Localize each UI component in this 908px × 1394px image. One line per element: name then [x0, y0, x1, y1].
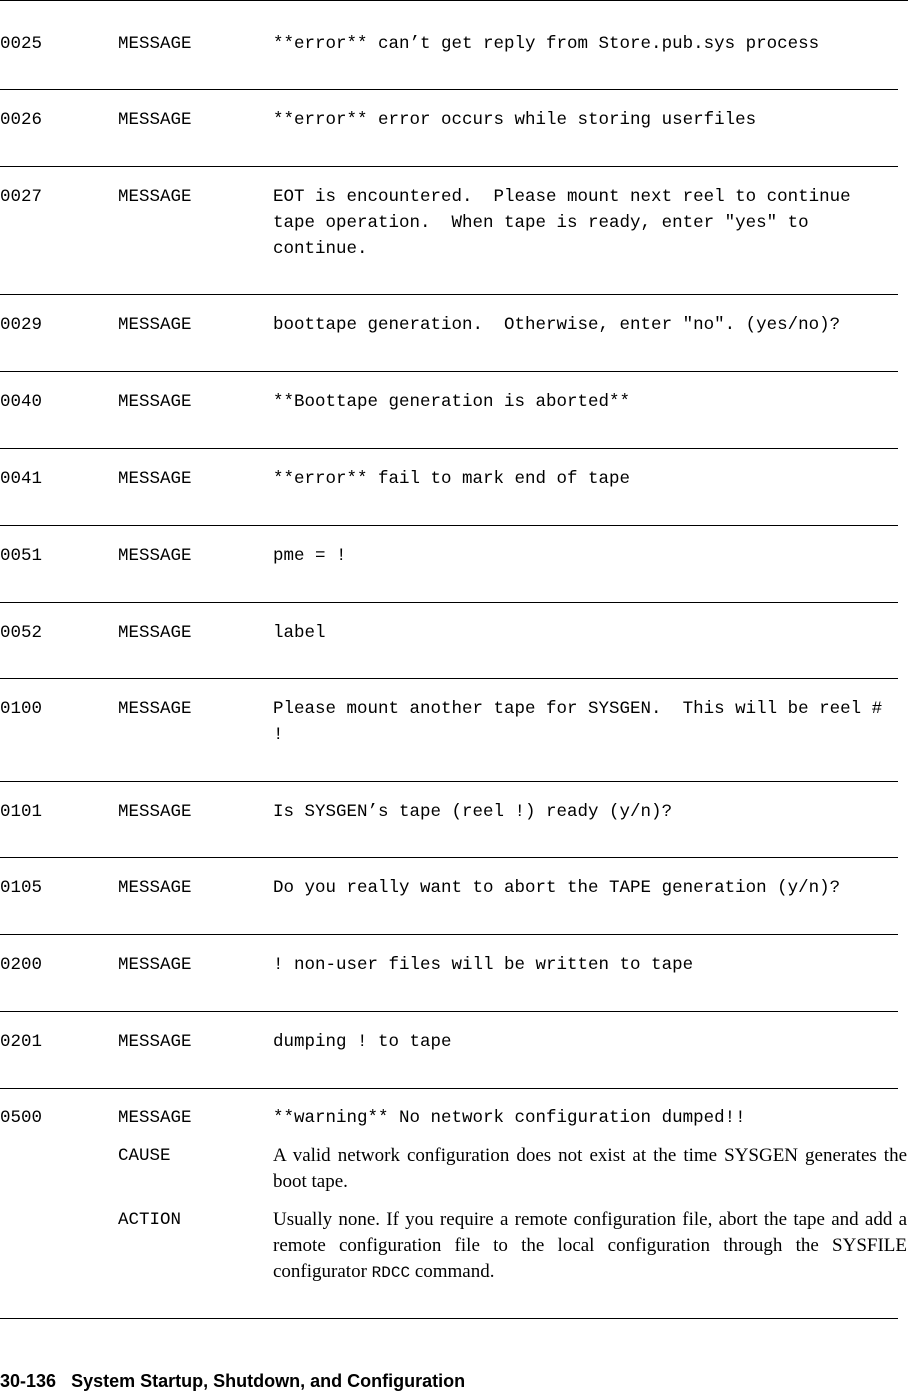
footer-title: System Startup, Shutdown, and Configuration — [71, 1371, 466, 1391]
message-number: 0105 — [0, 878, 43, 898]
action-text — [273, 1207, 907, 1286]
message-kind: MESSAGE — [118, 392, 192, 412]
entry-divider — [0, 678, 898, 679]
message-entry-0027 — [0, 184, 908, 288]
message-text: pme = ! — [273, 546, 347, 566]
entry-divider — [0, 448, 898, 449]
message-number: 0200 — [0, 955, 43, 975]
action-text-before: Usually none. If you require a remote configuration file, abort the tape and add a remote configuration file to the local configuration through the SYSFILE configurator — [273, 1209, 907, 1282]
message-kind: MESSAGE — [118, 110, 192, 130]
message-kind: MESSAGE — [118, 955, 192, 975]
cause-label: CAUSE — [118, 1146, 171, 1166]
action-label: ACTION — [118, 1210, 182, 1230]
action-text-after: command. — [410, 1261, 495, 1282]
message-number: 0040 — [0, 392, 43, 412]
entry-divider — [0, 857, 898, 858]
entry-divider — [0, 781, 898, 782]
message-number: 0500 — [0, 1108, 43, 1128]
cause-text: A valid network configuration does not exist at the time SYSGEN generates the boot tape. — [273, 1145, 907, 1192]
message-number: 0029 — [0, 315, 43, 335]
message-text: dumping ! to tape — [273, 1032, 452, 1052]
entry-divider — [0, 294, 898, 295]
message-text: **warning** No network configuration dumped!! — [273, 1108, 746, 1128]
entry-divider — [0, 89, 898, 90]
entry-divider — [0, 602, 898, 603]
message-number: 0041 — [0, 469, 43, 489]
message-number: 0201 — [0, 1032, 43, 1052]
action-command: RDCC — [371, 1264, 411, 1282]
top-rule — [0, 0, 908, 1]
page-footer — [0, 1368, 465, 1394]
message-kind: MESSAGE — [118, 469, 192, 489]
footer-page-number: 30-136 — [0, 1371, 57, 1391]
message-text: EOT is encountered. Please mount next reel to continue tape operation. When tape is ready, enter "yes" to continue. — [273, 187, 851, 259]
message-text: Please mount another tape for SYSGEN. This will be reel # ! — [273, 699, 883, 745]
message-number: 0027 — [0, 187, 43, 207]
message-text: Do you really want to abort the TAPE generation (y/n)? — [273, 878, 841, 898]
message-text: Is SYSGEN’s tape (reel !) ready (y/n)? — [273, 802, 673, 822]
message-kind: MESSAGE — [118, 315, 192, 335]
entry-divider — [0, 1011, 898, 1012]
message-entry-0100 — [0, 696, 908, 800]
message-kind: MESSAGE — [118, 802, 192, 822]
message-number: 0101 — [0, 802, 43, 822]
message-kind: MESSAGE — [118, 546, 192, 566]
message-text: **error** error occurs while storing userfiles — [273, 110, 757, 130]
message-text: label — [273, 623, 326, 643]
message-kind: MESSAGE — [118, 187, 192, 207]
entry-divider — [0, 1088, 898, 1089]
message-kind: MESSAGE — [118, 1032, 192, 1052]
message-text: **error** fail to mark end of tape — [273, 469, 631, 489]
message-kind: MESSAGE — [118, 1108, 192, 1128]
message-number: 0100 — [0, 699, 43, 719]
message-kind: MESSAGE — [118, 699, 192, 719]
message-kind: MESSAGE — [118, 878, 192, 898]
entry-divider — [0, 1318, 898, 1319]
message-kind: MESSAGE — [118, 34, 192, 54]
entry-divider — [0, 371, 898, 372]
message-text: **error** can’t get reply from Store.pub.sys process — [273, 34, 820, 54]
message-number: 0052 — [0, 623, 43, 643]
entry-divider — [0, 934, 898, 935]
message-number: 0025 — [0, 34, 43, 54]
message-text: **Boottape generation is aborted** — [273, 392, 631, 412]
message-number: 0026 — [0, 110, 43, 130]
message-text: ! non-user files will be written to tape — [273, 955, 694, 975]
message-text: boottape generation. Otherwise, enter "no". (yes/no)? — [273, 315, 841, 335]
entry-divider — [0, 166, 898, 167]
entry-divider — [0, 525, 898, 526]
message-number: 0051 — [0, 546, 43, 566]
message-kind: MESSAGE — [118, 623, 192, 643]
